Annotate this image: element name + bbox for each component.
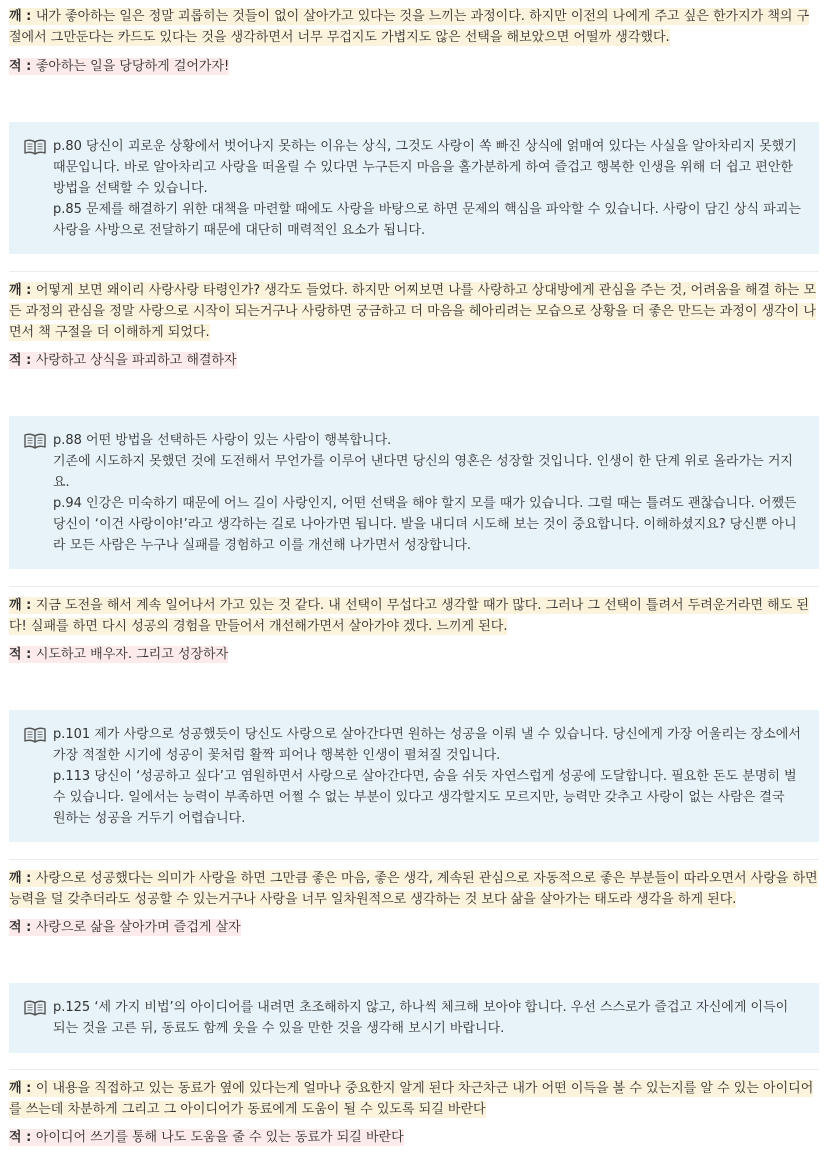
divider <box>9 586 819 587</box>
reflection-text: 내가 좋아하는 일은 정말 괴롭히는 것들이 없이 살아가고 있다는 것을 느끼는 과정이다. 하지만 이전의 나에게 주고 싶은 한가지가 책의 구절에서 그만둔다는 카드도 있다는 것을 생각하면서 너무 무겁지도 가볍지도 않은 선택을 해보았으면 어떨까 생각했다. <box>9 9 810 45</box>
action-text: 사랑하고 상식을 파괴하고 해결하자 <box>35 353 237 368</box>
reflection-text: 이 내용을 직접하고 있는 동료가 옆에 있다는게 얼마나 중요한지 알게 된다 차근차근 내가 어떤 이득을 볼 수 있는지를 알 수 있는 아이디어를 쓰는데 차분하게 그리고 그 아이디어가 동료에게 도움이 될 수 있도록 되길 바란다 <box>9 1081 814 1117</box>
reflection-paragraph <box>9 1078 819 1120</box>
quote-text: 기존에 시도하지 못했던 것에 도전해서 무언가를 이루어 낸다면 당신의 영혼은 성장할 것입니다. 인생이 한 단계 위로 올라가는 거지요. <box>53 454 793 490</box>
action-label: 적 : <box>9 1130 36 1145</box>
open-book-icon <box>23 999 53 1017</box>
reflection-paragraph <box>9 868 819 910</box>
quote-text: p.94 인강은 미숙하기 때문에 어느 길이 사랑인지, 어떤 선택을 해야 할지 모를 때가 있습니다. 그럴 때는 틀려도 괜찮습니다. 어쨌든 당신이 ‘이건 사랑이야!’라고 생각하는 길로 나아가면 됩니다. 발을 내디뎌 시도해 보는 것이 중요합니다. 이해하셨지요? 당신뿐 아니라 모든 사람은 누구나 실패를 경험하고 이를 개선해 나가면서 성장합니다. <box>53 496 797 553</box>
action-text: 시도하고 배우자. 그리고 성장하자 <box>35 647 229 662</box>
reflection-text: 지금 도전을 해서 계속 일어나서 가고 있는 것 같다. 내 선택이 무섭다고 생각할 때가 많다. 그러나 그 선택이 틀려서 두려운거라면 해도 된다! 실패를 하면 다시 성공의 경험을 만들어서 개선해가면서 살아가야 겠다. 느끼게 된다. <box>9 598 809 634</box>
open-book-icon <box>23 138 53 156</box>
reflection-label: 깨 : <box>9 9 36 24</box>
action-label: 적 : <box>9 920 36 935</box>
divider <box>9 1069 819 1070</box>
quote-text: p.80 당신이 괴로운 상황에서 벗어나지 못하는 이유는 상식, 그것도 사랑이 쏙 빠진 상식에 얽매여 있다는 사실을 알아차리지 못했기 때문입니다. 바로 알아차리고 사랑을 떠올릴 수 있다면 누구든지 마음을 홀가분하게 하여 즐겁고 행복한 인생을 위해 더 쉽고 편안한 방법을 선택할 수 있습니다. <box>53 139 797 196</box>
action-label: 적 : <box>9 647 36 662</box>
quote-text: p.88 어떤 방법을 선택하든 사랑이 있는 사람이 행복합니다. <box>53 433 392 448</box>
action-label: 적 : <box>9 59 36 74</box>
action-text: 사랑으로 삶을 살아가며 즐겁게 살자 <box>35 920 241 935</box>
quote-callout <box>9 122 819 254</box>
divider <box>9 271 819 272</box>
quote-callout <box>9 983 819 1053</box>
reflection-label: 깨 : <box>9 598 36 613</box>
action-paragraph <box>9 1127 819 1148</box>
open-book-icon <box>23 726 53 744</box>
action-paragraph <box>9 644 819 665</box>
reflection-label: 깨 : <box>9 283 36 298</box>
reflection-text: 사랑으로 성공했다는 의미가 사랑을 하면 그만큼 좋은 마음, 좋은 생각, 계속된 관심으로 자동적으로 좋은 부분들이 따라오면서 사랑을 하면 능력을 덜 갖추더라도 성공할 수 있는거구나 사랑을 너무 일차원적으로 생각하는 것 보다 삶을 살아가는 태도라 생각을 하게 된다. <box>9 871 818 907</box>
reflection-paragraph <box>9 595 819 637</box>
reflection-label: 깨 : <box>9 1081 36 1096</box>
quote-text: p.125 ‘세 가지 비법’의 아이디어를 내려면 초조해하지 않고, 하나씩 체크해 보아야 합니다. 우선 스스로가 즐겁고 자신에게 이득이 되는 것을 고른 뒤, 동료도 함께 웃을 수 있을 만한 것을 생각해 보시기 바랍니다. <box>53 1000 789 1036</box>
reflection-paragraph <box>9 6 819 48</box>
reflection-label: 깨 : <box>9 871 36 886</box>
quote-callout <box>9 416 819 569</box>
quote-text: p.113 당신이 ‘성공하고 싶다’고 염원하면서 사랑으로 살아간다면, 숨을 쉬듯 자연스럽게 성공에 도달합니다. 필요한 돈도 분명히 벌 수 있습니다. 일에서는 능력이 부족하면 어쩔 수 없는 부분이 있다고 생각할지도 모르지만, 능력만 갖추고 사랑이 없는 사람은 결국 원하는 성공을 거두기 어렵습니다. <box>53 769 797 826</box>
reflection-paragraph <box>9 280 819 343</box>
action-text: 좋아하는 일을 당당하게 걸어가자! <box>35 59 230 74</box>
open-book-icon <box>23 432 53 450</box>
divider <box>9 859 819 860</box>
action-paragraph <box>9 350 819 371</box>
quote-callout <box>9 710 819 842</box>
action-label: 적 : <box>9 353 36 368</box>
action-text: 아이디어 쓰기를 통해 나도 도움을 줄 수 있는 동료가 되길 바란다 <box>35 1130 404 1145</box>
action-paragraph <box>9 56 819 77</box>
quote-text: p.101 제가 사랑으로 성공했듯이 당신도 사랑으로 살아간다면 원하는 성공을 이뤄 낼 수 있습니다. 당신에게 가장 어울리는 장소에서 가장 적절한 시기에 성공이 꽃처럼 활짝 피어나 행복한 인생이 펼쳐질 것입니다. <box>53 727 801 763</box>
reflection-text: 어떻게 보면 왜이리 사랑사랑 타령인가? 생각도 들었다. 하지만 어찌보면 나를 사랑하고 상대방에게 관심을 주는 것, 어려움을 해결 하는 모든 과정의 관심을 정말 사랑으로 시작이 되는거구나 사랑하면 궁금하고 더 마음을 헤아리려는 모습으로 상황을 더 좋은 만드는 과정이 생각이 나면서 책 구절을 더 이해하게 되었다. <box>9 283 817 340</box>
action-paragraph <box>9 917 819 938</box>
quote-text: p.85 문제를 해결하기 위한 대책을 마련할 때에도 사랑을 바탕으로 하면 문제의 핵심을 파악할 수 있습니다. 사랑이 담긴 상식 파괴는 사랑을 사방으로 전달하기 때문에 대단히 매력적인 요소가 됩니다. <box>53 202 801 238</box>
